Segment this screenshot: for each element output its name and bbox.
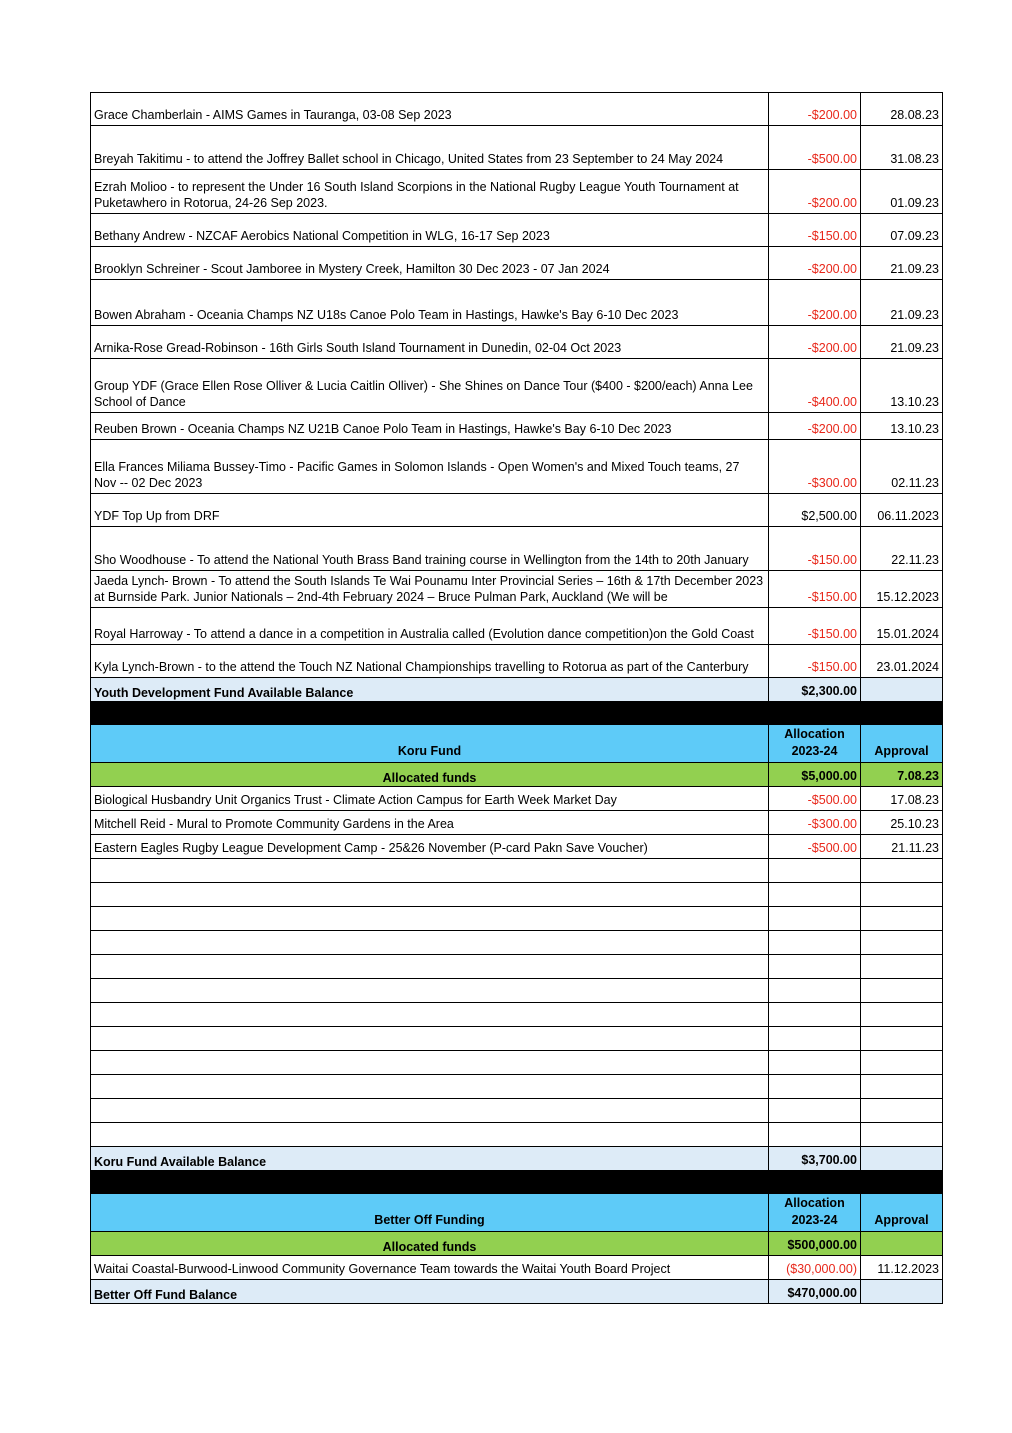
row-description: Grace Chamberlain - AIMS Games in Tauranga, 03-08 Sep 2023 — [91, 93, 769, 126]
empty-cell — [861, 1027, 943, 1051]
empty-cell — [861, 1123, 943, 1147]
empty-cell — [861, 955, 943, 979]
empty-cell — [861, 979, 943, 1003]
table-row — [91, 170, 943, 214]
clipped-text: Kyla Lynch-Brown - to the attend the Touch NZ National Championships travelling to Rotorua as part of the Canterbury — [94, 660, 749, 674]
row-description: Brooklyn Schreiner - Scout Jamboree in Mystery Creek, Hamilton 30 Dec 2023 - 07 Jan 2024 — [91, 247, 769, 280]
table-row — [91, 359, 943, 413]
empty-cell — [91, 859, 769, 883]
row-description: Waitai Coastal-Burwood-Linwood Community Governance Team towards the Waitai Youth Board Project — [91, 1256, 769, 1280]
empty-row — [91, 1075, 943, 1099]
empty-row — [91, 907, 943, 931]
row-description: Reuben Brown - Oceania Champs NZ U21B Canoe Polo Team in Hastings, Hawke's Bay 6-10 Dec 2023 — [91, 413, 769, 440]
balance-amount: $3,700.00 — [769, 1147, 861, 1171]
section-divider — [91, 702, 943, 725]
row-description: Breyah Takitimu - to attend the Joffrey Ballet school in Chicago, United States from 23 September to 24 May 2024 — [91, 126, 769, 170]
bof-approval-header: Approval — [861, 1194, 943, 1232]
row-date: 25.10.23 — [861, 811, 943, 835]
table-row — [91, 787, 943, 811]
empty-cell — [91, 1075, 769, 1099]
table-row — [91, 326, 943, 359]
row-date: 11.12.2023 — [861, 1256, 943, 1280]
empty-row — [91, 931, 943, 955]
row-amount: -$500.00 — [769, 787, 861, 811]
row-date: 23.01.2024 — [861, 645, 943, 678]
row-date: 01.09.23 — [861, 170, 943, 214]
row-date: 13.10.23 — [861, 359, 943, 413]
table-row — [91, 571, 943, 608]
row-description — [91, 645, 769, 678]
empty-cell — [91, 1051, 769, 1075]
row-date: 13.10.23 — [861, 413, 943, 440]
empty-row — [91, 1027, 943, 1051]
row-description: Group YDF (Grace Ellen Rose Olliver & Lucia Caitlin Olliver) - She Shines on Dance Tour ($400 - $200/each) Anna Lee School of Dance — [91, 359, 769, 413]
empty-cell — [861, 1075, 943, 1099]
empty-cell — [769, 979, 861, 1003]
row-date: 06.11.2023 — [861, 494, 943, 527]
empty-cell — [861, 1003, 943, 1027]
row-date: 28.08.23 — [861, 93, 943, 126]
divider-bar — [91, 1171, 943, 1194]
row-description: Mitchell Reid - Mural to Promote Community Gardens in the Area — [91, 811, 769, 835]
empty-row — [91, 1003, 943, 1027]
row-date: 31.08.23 — [861, 126, 943, 170]
row-amount: -$200.00 — [769, 326, 861, 359]
row-amount: -$400.00 — [769, 359, 861, 413]
empty-row — [91, 1123, 943, 1147]
empty-cell — [861, 1099, 943, 1123]
table-row — [91, 811, 943, 835]
empty-cell — [769, 883, 861, 907]
koru-allocated-row — [91, 763, 943, 787]
row-date: 17.08.23 — [861, 787, 943, 811]
row-amount: -$200.00 — [769, 93, 861, 126]
koru-allocation-header — [769, 725, 861, 763]
row-amount: -$500.00 — [769, 835, 861, 859]
table-row — [91, 440, 943, 494]
table-row — [91, 608, 943, 645]
empty-cell — [861, 1051, 943, 1075]
row-date: 07.09.23 — [861, 214, 943, 247]
balance-amount: $470,000.00 — [769, 1280, 861, 1304]
row-amount: -$150.00 — [769, 608, 861, 645]
empty-cell — [769, 1027, 861, 1051]
empty-cell — [769, 1003, 861, 1027]
balance-amount: $2,300.00 — [769, 678, 861, 702]
empty-row — [91, 859, 943, 883]
table-row — [91, 93, 943, 126]
funding-ledger-table — [90, 92, 943, 1304]
row-amount: ($30,000.00) — [769, 1256, 861, 1280]
koru-approval-header: Approval — [861, 725, 943, 763]
row-amount: -$200.00 — [769, 247, 861, 280]
bof-allocation-header — [769, 1194, 861, 1232]
row-amount: -$200.00 — [769, 170, 861, 214]
empty-cell — [769, 1123, 861, 1147]
row-description: Eastern Eagles Rugby League Development Camp - 25&26 November (P-card Pakn Save Voucher) — [91, 835, 769, 859]
koru-header-row — [91, 725, 943, 763]
row-date: 21.09.23 — [861, 280, 943, 326]
table-row — [91, 494, 943, 527]
row-date: 15.01.2024 — [861, 608, 943, 645]
alloc-line1: Allocation — [784, 727, 845, 741]
table-row — [91, 126, 943, 170]
allocated-blank — [861, 1232, 943, 1256]
row-amount: -$300.00 — [769, 811, 861, 835]
row-amount: -$500.00 — [769, 126, 861, 170]
balance-blank — [861, 1280, 943, 1304]
balance-blank — [861, 1147, 943, 1171]
row-description: YDF Top Up from DRF — [91, 494, 769, 527]
empty-row — [91, 883, 943, 907]
row-description: Biological Husbandry Unit Organics Trust - Climate Action Campus for Earth Week Market Day — [91, 787, 769, 811]
empty-cell — [769, 1075, 861, 1099]
clipped-text: Royal Harroway - To attend a dance in a competition in Australia called (Evolution dance competition)on the Gold Coast — [94, 627, 754, 641]
table-row — [91, 835, 943, 859]
allocated-label: Allocated funds — [91, 1232, 769, 1256]
row-description — [91, 608, 769, 645]
table-row — [91, 214, 943, 247]
row-amount: -$200.00 — [769, 413, 861, 440]
row-description: Bowen Abraham - Oceania Champs NZ U18s Canoe Polo Team in Hastings, Hawke's Bay 6-10 Dec 2023 — [91, 280, 769, 326]
table-row — [91, 645, 943, 678]
empty-cell — [769, 931, 861, 955]
empty-row — [91, 979, 943, 1003]
koru-title: Koru Fund — [91, 725, 769, 763]
bof-title: Better Off Funding — [91, 1194, 769, 1232]
table-row — [91, 247, 943, 280]
bof-balance-row — [91, 1280, 943, 1304]
balance-label: Youth Development Fund Available Balance — [91, 678, 769, 702]
allocated-date: 7.08.23 — [861, 763, 943, 787]
table-row — [91, 413, 943, 440]
section-divider — [91, 1171, 943, 1194]
alloc-line2: 2023-24 — [791, 1213, 838, 1227]
bof-allocated-row — [91, 1232, 943, 1256]
row-amount: -$300.00 — [769, 440, 861, 494]
allocated-label: Allocated funds — [91, 763, 769, 787]
balance-label: Koru Fund Available Balance — [91, 1147, 769, 1171]
allocated-amount: $500,000.00 — [769, 1232, 861, 1256]
empty-row — [91, 955, 943, 979]
row-description: Bethany Andrew - NZCAF Aerobics National Competition in WLG, 16-17 Sep 2023 — [91, 214, 769, 247]
row-date: 15.12.2023 — [861, 571, 943, 608]
alloc-line1: Allocation — [784, 1196, 845, 1210]
allocated-amount: $5,000.00 — [769, 763, 861, 787]
empty-cell — [769, 1099, 861, 1123]
row-description: Ezrah Molioo - to represent the Under 16 South Island Scorpions in the National Rugby League Youth Tournament at Puketawhero in Rotorua, 24-26 Sep 2023. — [91, 170, 769, 214]
empty-cell — [91, 1027, 769, 1051]
empty-cell — [769, 1051, 861, 1075]
table-row — [91, 1256, 943, 1280]
empty-cell — [769, 907, 861, 931]
table-row — [91, 280, 943, 326]
row-date: 21.09.23 — [861, 326, 943, 359]
row-amount: -$150.00 — [769, 527, 861, 571]
divider-bar — [91, 702, 943, 725]
row-description — [91, 571, 769, 608]
empty-cell — [91, 1003, 769, 1027]
empty-cell — [861, 859, 943, 883]
row-date: 02.11.23 — [861, 440, 943, 494]
empty-cell — [861, 931, 943, 955]
empty-cell — [91, 955, 769, 979]
empty-cell — [769, 955, 861, 979]
row-amount: $2,500.00 — [769, 494, 861, 527]
empty-cell — [861, 907, 943, 931]
empty-cell — [91, 1099, 769, 1123]
row-description: Ella Frances Miliama Bussey-Timo - Pacific Games in Solomon Islands - Open Women's and Mixed Touch teams, 27 Nov -- 02 Dec 2023 — [91, 440, 769, 494]
empty-cell — [91, 907, 769, 931]
row-amount: -$150.00 — [769, 214, 861, 247]
bof-header-row — [91, 1194, 943, 1232]
balance-label: Better Off Fund Balance — [91, 1280, 769, 1304]
clipped-text: Jaeda Lynch- Brown - To attend the South Islands Te Wai Pounamu Inter Provincial Series – 16th & 17th December 2023 at Burnside Park. Junior Nationals – 2nd-4th February 2024 – Bruce Pulman Park, Auckland (We will be — [94, 574, 764, 604]
row-amount: -$150.00 — [769, 645, 861, 678]
row-date: 22.11.23 — [861, 527, 943, 571]
table-row — [91, 527, 943, 571]
empty-cell — [91, 1123, 769, 1147]
alloc-line2: 2023-24 — [791, 744, 838, 758]
empty-row — [91, 1051, 943, 1075]
empty-cell — [769, 859, 861, 883]
empty-cell — [91, 883, 769, 907]
koru-balance-row — [91, 1147, 943, 1171]
ydf-balance-row — [91, 678, 943, 702]
row-date: 21.11.23 — [861, 835, 943, 859]
row-description: Sho Woodhouse - To attend the National Youth Brass Band training course in Wellington from the 14th to 20th January — [91, 527, 769, 571]
empty-cell — [91, 931, 769, 955]
row-amount: -$200.00 — [769, 280, 861, 326]
row-amount: -$150.00 — [769, 571, 861, 608]
row-description: Arnika-Rose Gread-Robinson - 16th Girls South Island Tournament in Dunedin, 02-04 Oct 2023 — [91, 326, 769, 359]
empty-cell — [861, 883, 943, 907]
row-date: 21.09.23 — [861, 247, 943, 280]
empty-row — [91, 1099, 943, 1123]
empty-cell — [91, 979, 769, 1003]
balance-blank — [861, 678, 943, 702]
